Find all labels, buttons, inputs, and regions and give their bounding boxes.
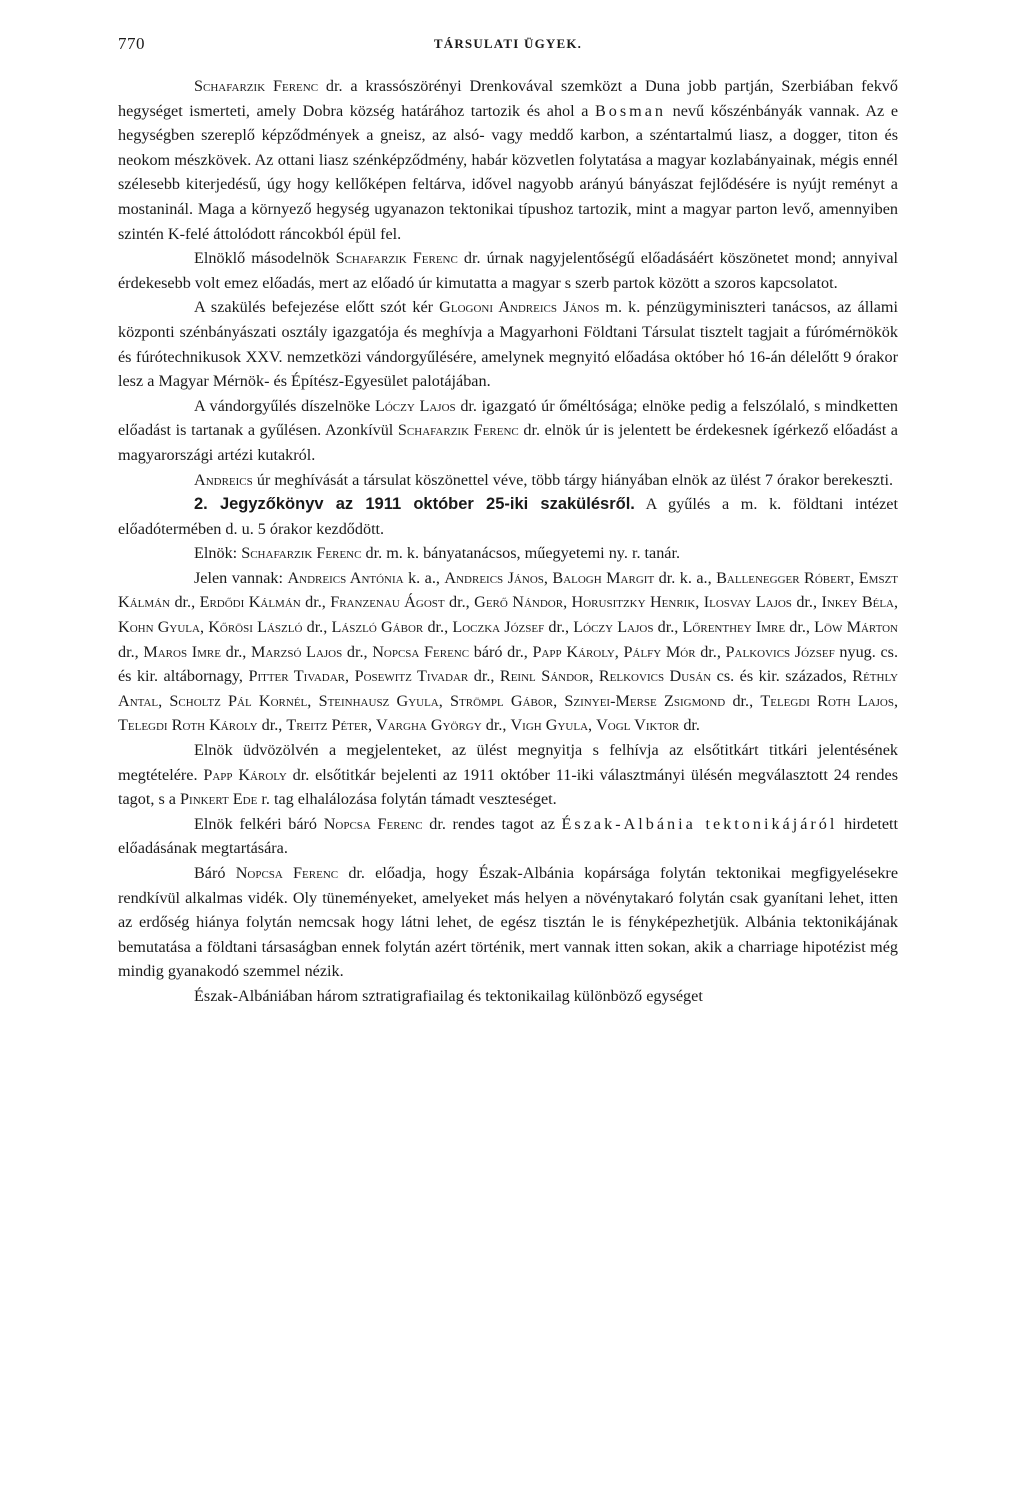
text-run: , [199,618,209,637]
text-run: dr. a krassószörényi Drenkovával szemközt a Duna jobb partján, Szerbiában fekvő hegységet ismerteti, amely Dobra község határához tartozik és ahol a [118,77,898,120]
text-run: dr. előadja, hogy Észak-Albánia kopársága folytán tektonikai megfigyelésekre rendkívül alkalmas vidék. Oly tüneményeket, amelyeket más helyen a növénytakaró folytán csak gyanítani lehet, itten az erdőség hiánya folytán nemcsak hogy látni lehet, de egész tisztán le is fényképezhetjük. Albánia tektonikájának bemutatása a földtani társaságban ennek folytán azért történik, mert vannak itten sokan, akik a charriage hipotézist még mindig gyanakodó szemmel nézik. [118,864,899,981]
person-name: Schafarzik Ferenc [194,77,319,95]
person-name: Telegdi Roth Károly [118,716,258,735]
paragraph [118,468,898,493]
text-run: dr., [118,642,144,661]
person-name: Scholtz Pál Kornél [169,691,308,710]
text-run: dr., [695,642,726,661]
paragraph [118,394,898,468]
person-name: Balogh Margit [552,568,655,587]
text-run: dr. m. k. bányatanácsos, műegyetemi ny. r. tanár. [361,544,681,563]
person-name: Ilosvay Lajos [703,593,792,612]
person-name: Nopcsa Ferenc [372,642,470,661]
text-run: r. tag elhalálozása folytán támadt veszteséget. [257,790,557,809]
person-name: Pitter Tivadar [248,667,346,686]
person-name: Posewitz Tivadar [354,667,469,686]
running-head: TÁRSULATI ÜGYEK. [433,36,583,51]
person-name: Palkovics József [725,642,835,661]
text-run: dr., [220,642,251,661]
person-name: Glogoni Andreics János [439,298,600,317]
text-run: , [345,667,355,686]
person-name: Lóczy Lajos [374,396,456,415]
text-run: dr. rendes tagot az [422,814,562,833]
text-run: dr. k. a., [654,568,717,587]
text-run: cs. és kir. százados, [711,667,853,686]
person-name: László Gábor [331,618,424,637]
text-run: Elnök üdvözölvén a megjelenteket, az ülést megnyitja s felhívja az elsőtitkárt titkári jelentésének megtételére. [118,741,898,784]
text-run: dr., [257,716,287,735]
text-run: A gyűlés a m. k. földtani intézet előadótermében d. u. 5 órakor kezdődött. [118,495,898,538]
text-run: Elnöklő másodelnök [194,249,336,268]
person-name: Andreics János [444,568,544,587]
person-name: Schafarzik Ferenc [335,249,458,268]
text-run: dr., [300,593,331,612]
person-name: Treitz Péter [286,716,368,735]
person-name: Réthly Antal [118,667,899,710]
person-name: Vogl Viktor [596,716,680,735]
text-run: Jelen vannak: [194,568,288,587]
text-run: dr., [544,618,574,637]
text-run: dr., [653,618,683,637]
text-run: dr., [785,618,815,637]
text-run: dr. elsőtitkár bejelenti az 1911 október 11-iki választmányi ülésén megválasztott 24 rendes tagot, s a [118,765,898,809]
paragraph [118,861,898,984]
person-name: Reinl Sándor [499,667,590,686]
text-run: dr. elnök úr is jelentett be érdekesnek ígérkező előadást a magyarországi artézi kutakról. [118,421,898,464]
text-run: dr., [481,716,511,735]
text-run: Elnök felkéri báró [194,814,324,833]
person-name: Ballenegger Róbert [716,568,851,587]
text-run: A szakülés befejezése előtt szót kér [194,298,440,317]
person-name: Kőrösi László [208,618,303,637]
text-run: dr., [725,691,761,710]
text-run: dr., [342,642,373,661]
person-name: Löw Márton [814,618,898,637]
text-run: , [695,593,704,612]
person-name: Vargha György [376,716,482,735]
body-text [118,74,898,1009]
person-name: Emszt Kálmán [118,568,899,612]
text-run: , [367,716,377,735]
text-run: dr., [791,593,822,612]
person-name: Nopcsa Ferenc [235,864,339,882]
person-name: Papp Károly [203,765,287,784]
person-name: Andreics [194,470,253,489]
person-name: Strömpl Gábor [450,691,554,710]
person-name: Erdődi Kálmán [199,593,301,612]
text-run: , [438,691,451,710]
text-run: m. k. pénzügyminiszteri tanácsos, az állami központi szénbányászati osztály igazgatója és meghívja a Magyarhoni Földtani Társulat tisztelt tagjait a fúrómérnökök és fúrótechnikusok XXV. nemzetközi vándorgyűlésére, amelynek megnyitó előadása október hó 16-án délelőtt 9 órakor lesz a Magyar Mérnök- és Építész-Egyesület palotájában. [118,298,898,391]
person-name: Vigh Gyula [510,716,589,735]
person-name: Loczka József [452,618,545,637]
person-name: Szinyei-Merse Zsigmond [564,691,726,710]
page-header [118,34,898,56]
text-run: dr., [423,618,453,637]
text-run: dr., [302,618,332,637]
text-run: , [614,642,624,661]
text-run: dr. úrnak nagyjelentőségű előadásáért köszönetet mond; annyival érdekesebb volt emez előadás, mert az előadó úr kimutatta a magyar s szerb partok között a szoros kapcsolatot. [118,249,899,292]
text-run: k. a., [403,568,445,587]
person-name: Lőrenthey Imre [682,618,786,637]
text-run: nevű kőszénbányák vannak. Az e hegységben szereplő képződmények a gneisz, az alsó- vagy meddő karbon, a széntartalmú liasz, a dogger, titon és neokom mészkövek. Az ottani liasz szénképződmény, habár közvetlen folytatása a magyar kozlabányainak, mégis ennél szélesebb kiterjedésű, úgy hogy kellőképen feltárva, idővel nagyobb arányú bányászat fejlődésére is nyújt reményt a mostaninál. Maga a környező hegység ugyanazon tektonikai típushoz tartozik, mint a magyar parton levő, amennyiben szintén K-felé áttolódott ráncokból épül fel. [118,101,898,243]
text-run: , [543,568,553,587]
text-run: A vándorgyűlés díszelnöke [194,396,375,415]
paragraph [118,295,898,393]
text-run: báró dr., [469,642,533,661]
paragraph [118,74,898,246]
person-name: Pálfy Mór [623,642,696,661]
person-name: Gerő Nándor [474,593,564,612]
text-run: , [894,593,899,612]
paragraph [118,738,898,812]
text-run: dr. [679,716,700,735]
text-run: dr., [444,593,475,612]
person-name: Inkey Béla [821,593,894,612]
text-run: , [894,691,899,710]
person-name: Kohn Gyula [118,618,200,637]
section-heading: 2. Jegyzőkönyv az 1911 október 25-iki szakülésről. [194,495,635,514]
text-run: úr meghívását a társulat köszönettel véve, több tárgy hiányában elnök az ülést 7 órakor berekeszti. [252,470,894,489]
person-name: Maros Imre [143,642,221,661]
person-name: Schafarzik Ferenc [241,544,362,563]
person-name: Marzsó Lajos [250,642,343,661]
paragraph [118,812,898,861]
text-run: , [158,691,170,710]
text-run: Észak-Albániában három sztratigrafiailag és tektonikailag különböző egységet [194,986,703,1005]
person-name: Horusitzky Henrik [571,593,696,612]
person-name: Relkovics Dusán [598,667,712,686]
text-run: , [307,691,319,710]
text-run: , [588,716,597,735]
text-run: , [589,667,599,686]
paragraph [118,566,898,738]
person-name: Telegdi Roth Lajos [760,691,894,710]
person-name: Steinhausz Gyula [318,691,439,710]
text-run: dr., [468,667,500,686]
person-name: Nopcsa Ferenc [323,814,423,833]
text-run: , [553,691,565,710]
person-name: Schafarzik Ferenc [397,421,519,440]
text-run: dr., [170,593,200,612]
page-number: 770 [118,34,145,53]
paragraph [118,492,898,541]
text-run: dr. igazgató úr őméltósága; elnöke pedig a felszólaló, s mindketten előadást is tartanak a gyűlésen. Azonkívül [118,396,898,440]
text-run: Elnök: [194,544,242,563]
person-name: Andreics Antónia [287,568,404,587]
spaced-emphasis: Bosman [594,101,667,120]
text-run: nyug. cs. és kir. altábornagy, [118,642,898,686]
spaced-emphasis: Észak-Albánia tektonikájáról [561,814,838,833]
person-name: Pinkert Ede [180,790,258,809]
person-name: Franzenau Ágost [330,593,445,612]
text-run: , [850,568,859,587]
text-run: Báró [194,864,236,882]
paragraph [118,541,898,566]
paragraph [118,246,898,295]
text-run: hirdetett előadásának megtartására. [118,814,899,858]
person-name: Papp Károly [532,642,615,661]
person-name: Lóczy Lajos [573,618,654,637]
paragraph [118,984,898,1009]
text-run: , [563,593,572,612]
